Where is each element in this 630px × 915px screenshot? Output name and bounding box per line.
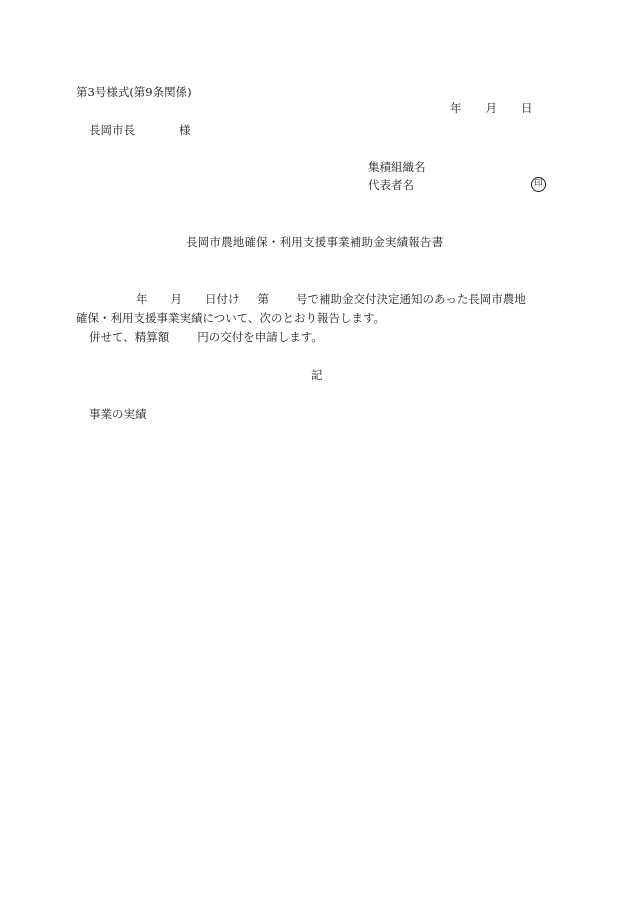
settlement-suffix: 円の交付を申請します。 [197,330,323,344]
body-day-label: 日付け [205,292,240,306]
seal-mark-icon: 印 [531,177,546,192]
form-number-label: 第3号様式(第9条関係) [76,85,192,99]
project-results-heading: 事業の実績 [89,407,147,421]
addressee-honorific: 様 [179,123,191,137]
settlement-prefix: 併せて、精算額 [89,330,170,344]
body-line-1-text: 号で補助金交付決定通知のあった長岡市農地 [296,292,526,306]
body-year-label: 年 [136,292,148,306]
body-number-prefix: 第 [257,292,269,306]
addressee [89,125,191,137]
date-month-label: 月 [485,101,497,115]
date-year-label: 年 [450,101,462,115]
ki-heading: 記 [311,368,323,382]
organization-name-label: 集積組織名 [368,160,426,174]
body-paragraph-line-3 [89,332,323,344]
date-day-label: 日 [521,101,533,115]
document-title: 長岡市農地確保・利用支援事業補助金実績報告書 [186,235,444,249]
body-paragraph-line-1 [136,294,526,306]
body-paragraph-line-2: 確保・利用支援事業実績について、次のとおり報告します。 [76,311,386,325]
representative-name-label: 代表者名 [368,178,414,192]
addressee-title: 長岡市長 [89,123,135,137]
body-month-label: 月 [170,292,182,306]
submission-date [450,103,533,115]
